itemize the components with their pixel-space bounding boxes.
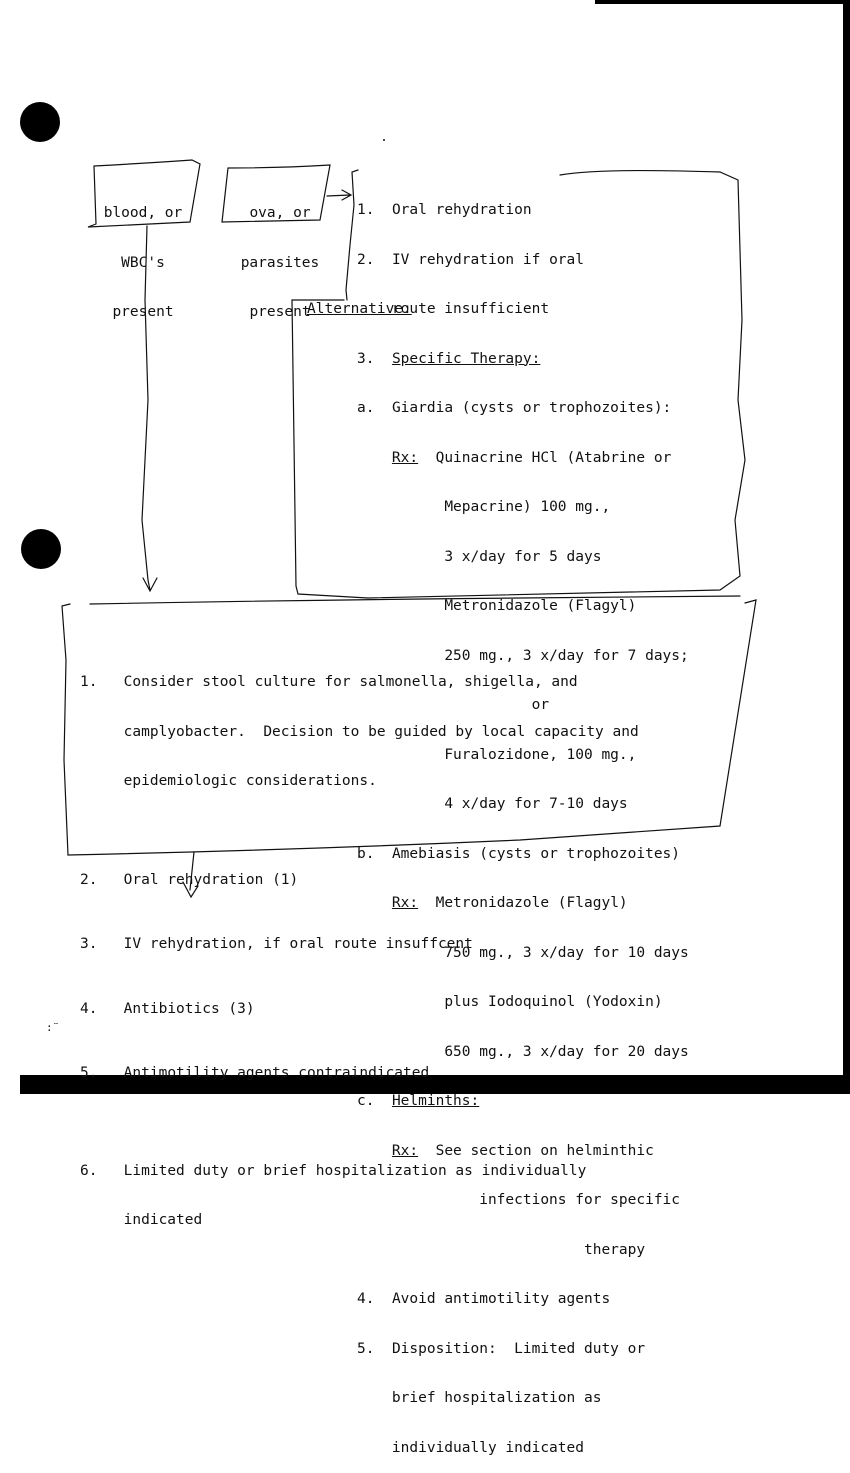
box-ova-line: present	[249, 304, 311, 320]
list-item: or	[531, 697, 550, 713]
arrow-ova-to-list	[327, 190, 351, 200]
box-blood-line: blood, or	[103, 205, 183, 221]
list-item: 1. Consider stool culture for salmonella, shigella, and camplyobacter. Decision to be guided by local capacity and epidemiologic considerations.	[80, 674, 639, 789]
box-ova-line: parasites	[240, 254, 320, 271]
list-item: 2. IV rehydration if oral	[357, 251, 584, 268]
list-item: 4. Avoid antimotility agents	[357, 1291, 611, 1307]
list-item: Mepacrine) 100 mg.,	[444, 499, 611, 515]
box-ova-line: ova, or	[249, 205, 311, 221]
list-item: 750 mg., 3 x/day for 10 days	[444, 944, 689, 961]
list-item: individually indicated	[391, 1439, 584, 1456]
list-item: 2. Oral rehydration (1)	[80, 871, 299, 888]
list-item: Furalozidone, 100 mg.,	[444, 746, 637, 763]
alternative-label: Alternative:	[307, 301, 412, 317]
list-item: a. Giardia (cysts or trophozoites):	[357, 400, 672, 416]
list-item: plus Iodoquinol (Yodoxin)	[444, 994, 663, 1010]
list-item: 5. Disposition: Limited duty or	[357, 1340, 646, 1357]
corner-mark: :¨	[46, 1021, 60, 1034]
list-item: 4. Antibiotics (3)	[80, 1000, 255, 1017]
list-item: Rx: Quinacrine HCl (Atabrine or	[391, 449, 672, 466]
list-item: c. Helminths:	[357, 1093, 480, 1109]
list-item: brief hospitalization as	[391, 1390, 602, 1406]
box-blood	[96, 172, 190, 337]
list-item: infections for specific	[479, 1192, 681, 1208]
list-item: 1. Oral rehydration	[357, 202, 532, 218]
list-item: 4 x/day for 7-10 days	[444, 796, 628, 812]
list-item: 3 x/day for 5 days	[444, 548, 602, 565]
list-item: Rx: Metronidazole (Flagyl)	[391, 895, 628, 911]
list-item: Metronidazole (Flagyl)	[444, 598, 637, 614]
list-item: route insufficient	[391, 301, 550, 317]
list-item: 5. Antimotility agents contraindicated	[80, 1065, 430, 1081]
list-item: 3. Specific Therapy:	[357, 350, 541, 367]
list-item: 650 mg., 3 x/day for 20 days	[444, 1043, 689, 1060]
list-item: Rx: See section on helminthic	[391, 1142, 654, 1159]
box-blood-line: WBC's	[121, 254, 165, 271]
list-item: b. Amebiasis (cysts or trophozoites)	[357, 845, 681, 862]
lower-list	[80, 608, 639, 1278]
list-item: 3. IV rehydration, if oral route insuffcent	[80, 936, 473, 952]
list-item: 250 mg., 3 x/day for 7 days;	[444, 647, 689, 664]
list-item: therapy	[583, 1241, 646, 1258]
list-item: 6. Limited duty or brief hospitalization as individually indicated	[80, 1162, 587, 1228]
box-blood-line: present	[112, 304, 174, 320]
